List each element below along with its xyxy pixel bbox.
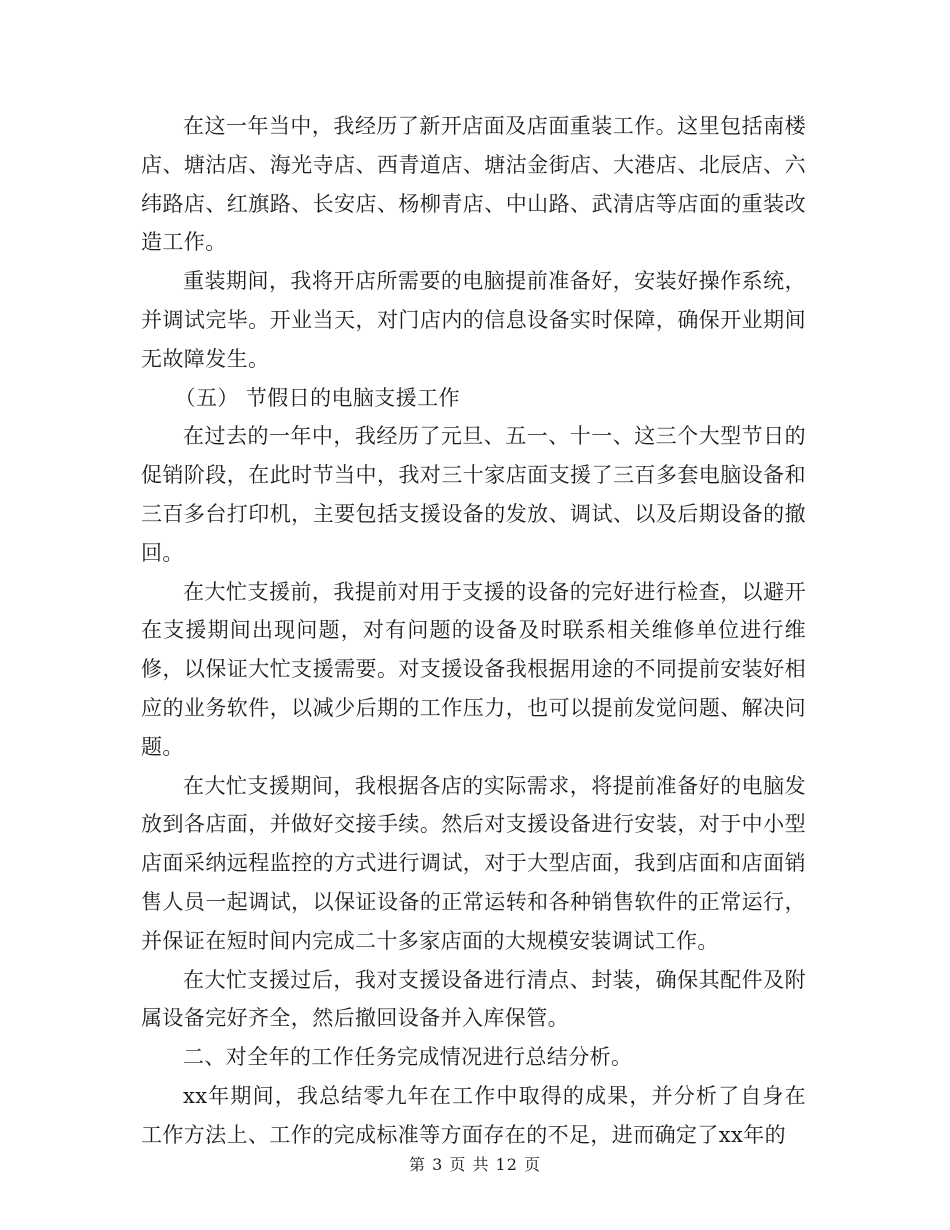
document-body <box>141 107 806 1155</box>
section-heading-holiday-support: （五） 节假日的电脑支援工作 <box>174 385 460 410</box>
paragraph-during-support: 在大忙支援期间，我根据各店的实际需求，将提前准备好的电脑发放到各店面，并做好交接手续。然后对支援设备进行安装，对于中小型店面采纳远程监控的方式进行调试，对于大型店面，我到店面和店面销售人员一起调试，以保证设备的正常运转和各种销售软件的正常运行，并保证在短时间内完成二十多家店面的大规模安装调试工作。 <box>141 773 806 953</box>
paragraph-after-support: 在大忙支援过后，我对支援设备进行清点、封装，确保其配件及附属设备完好齐全，然后撤回设备并入库保管。 <box>141 967 806 1031</box>
paragraph-annual-summary: xx年期间，我总结零九年在工作中取得的成果，并分析了自身在工作方法上、工作的完成标准等方面存在的不足，进而确定了xx年的 <box>141 1083 806 1147</box>
section-heading-annual-summary: 二、对全年的工作任务完成情况进行总结分析。 <box>183 1045 633 1070</box>
page-number-footer: 第 3 页 共 12 页 <box>409 1155 541 1174</box>
paragraph-holiday-overview: 在过去的一年中，我经历了元旦、五一、十一、这三个大型节日的促销阶段，在此时节当中，我对三十家店面支援了三百多套电脑设备和三百多台打印机，主要包括支援设备的发放、调试、以及后期设备的撤回。 <box>141 424 806 565</box>
paragraph-renovation-period: 重装期间，我将开店所需要的电脑提前准备好，安装好操作系统，并调试完毕。开业当天，对门店内的信息设备实时保障，确保开业期间无故障发生。 <box>141 269 806 371</box>
paragraph-before-support: 在大忙支援前，我提前对用于支援的设备的完好进行检查，以避开在支援期间出现问题，对有问题的设备及时联系相关维修单位进行维修，以保证大忙支援需要。对支援设备我根据用途的不同提前安装好相应的业务软件，以减少后期的工作压力，也可以提前发觉问题、解决问题。 <box>141 579 806 759</box>
paragraph-renovation-stores: 在这一年当中，我经历了新开店面及店面重装工作。这里包括南楼店、塘沽店、海光寺店、西青道店、塘沽金街店、大港店、北辰店、六纬路店、红旗路、长安店、杨柳青店、中山路、武清店等店面的重装改造工作。 <box>141 114 806 255</box>
